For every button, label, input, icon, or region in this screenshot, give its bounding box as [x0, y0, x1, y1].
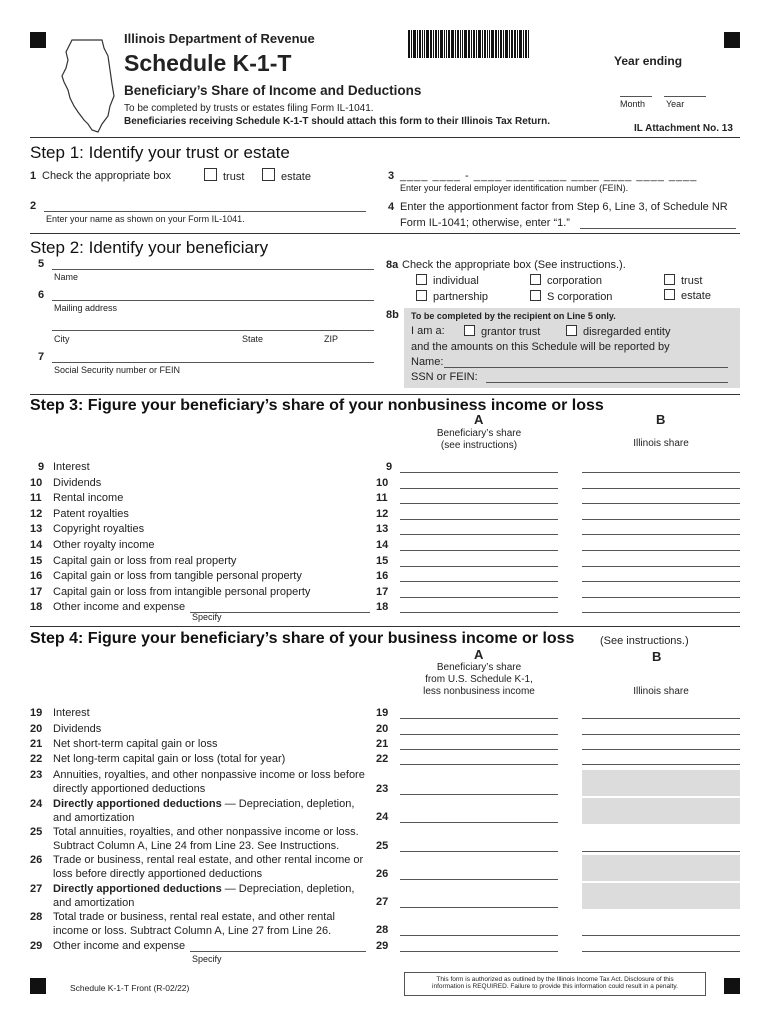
trust-label: trust	[223, 171, 245, 183]
line22-number-right: 22	[376, 753, 389, 765]
line14-number: 14	[30, 539, 43, 551]
line26-number-right: 26	[376, 868, 389, 880]
line26-number: 26	[30, 854, 43, 866]
line14-label: Other royalty income	[53, 539, 155, 551]
line21-number-right: 21	[376, 738, 389, 750]
corporation-label: corporation	[547, 275, 603, 287]
step4-title: Step 4: Figure your beneficiary’s share of your business income or loss	[30, 630, 575, 647]
estate-type-label: estate	[681, 290, 711, 302]
line1-number: 1	[30, 170, 37, 182]
line25-label-b: Subtract Column A, Line 24 from Line 23. See Instructions.	[53, 840, 340, 852]
line24-label-a: Directly apportioned deductions — Depreciation, depletion,	[53, 798, 355, 810]
ssn-caption: Social Security number or FEIN	[54, 365, 181, 375]
step3-title: Step 3: Figure your beneficiary’s share of your nonbusiness income or loss	[30, 397, 604, 414]
notice-line-1: This form is authorized as outlined by the Illinois Income Tax Act. Disclosure of this	[436, 976, 674, 983]
line11-column-a-input[interactable]	[400, 503, 558, 504]
instruction-line-1: To be completed by trusts or estates filing Form IL-1041.	[124, 103, 374, 114]
line14-number-right: 14	[376, 539, 389, 551]
name2-label: Name:	[411, 356, 444, 368]
month-label: Month	[620, 99, 646, 109]
line17-column-b-input[interactable]	[582, 597, 740, 598]
estate-type-checkbox[interactable]	[664, 289, 711, 302]
step4-column-a-desc3: less nonbusiness income	[423, 686, 535, 697]
line10-number: 10	[30, 477, 43, 489]
line12-column-a-input[interactable]	[400, 519, 558, 520]
line9-column-a-input[interactable]	[400, 472, 558, 473]
line18-label: Other income and expense	[53, 601, 186, 613]
individual-label: individual	[433, 275, 479, 287]
line15-number: 15	[30, 555, 43, 567]
line4-text-1: Enter the apportionment factor from Step 6, Line 3, of Schedule NR	[400, 201, 728, 213]
line10-column-b-input[interactable]	[582, 488, 740, 489]
line16-column-a-input[interactable]	[400, 581, 558, 582]
apportionment-factor-input[interactable]	[580, 228, 736, 229]
form-id: Schedule K-1-T Front (R-02/22)	[70, 983, 190, 993]
line8b-title: To be completed by the recipient on Line 5 only.	[411, 311, 616, 321]
step3-column-a: A	[474, 412, 484, 427]
line9-column-b-input[interactable]	[582, 472, 740, 473]
line11-column-b-input[interactable]	[582, 503, 740, 504]
line9-label: Interest	[53, 461, 90, 473]
partnership-label: partnership	[433, 291, 489, 303]
estate-checkbox[interactable]	[262, 168, 311, 183]
line23-column-a-input[interactable]	[400, 794, 558, 795]
line23-number: 23	[30, 769, 43, 781]
line12-column-b-input[interactable]	[582, 519, 740, 520]
line20-column-b-input[interactable]	[582, 734, 740, 735]
grantor-trust-checkbox[interactable]	[464, 325, 540, 338]
line27-column-b-shaded	[582, 883, 740, 909]
line16-column-b-input[interactable]	[582, 581, 740, 582]
line3-caption: Enter your federal employer identification number (FEIN).	[400, 183, 629, 193]
line9-number: 9	[38, 461, 45, 473]
step4-column-a: A	[474, 647, 484, 662]
agency-name: Illinois Department of Revenue	[124, 31, 315, 46]
trust-name-input[interactable]	[44, 211, 366, 212]
year-line	[664, 96, 706, 97]
line25-number: 25	[30, 826, 43, 838]
step3-column-a-desc1: Beneficiary’s share	[436, 428, 522, 439]
s-corporation-checkbox[interactable]	[530, 290, 612, 303]
step4-specify-caption: Specify	[192, 954, 222, 964]
corporation-checkbox[interactable]	[530, 274, 602, 287]
line24-column-b-shaded	[582, 798, 740, 824]
line16-label: Capital gain or loss from tangible personal property	[53, 570, 302, 582]
line20-column-a-input[interactable]	[400, 734, 558, 735]
line9-number-right: 9	[386, 461, 393, 473]
line20-label: Dividends	[53, 723, 102, 735]
line3-number: 3	[388, 170, 395, 182]
name-caption: Name	[54, 272, 79, 282]
iam-label: I am a:	[411, 325, 445, 337]
step4-column-a-desc2: from U.S. Schedule K-1,	[425, 674, 533, 685]
line22-column-a-input[interactable]	[400, 764, 558, 765]
step4-column-a-desc1: Beneficiary’s share	[436, 662, 522, 673]
line12-label: Patent royalties	[53, 508, 129, 520]
line18-number-right: 18	[376, 601, 389, 613]
step3-column-b-desc: Illinois share	[633, 438, 689, 449]
line2-caption: Enter your name as shown on your Form IL-1041.	[46, 214, 245, 224]
line13-column-b-input[interactable]	[582, 534, 740, 535]
line25-column-b-input[interactable]	[582, 851, 740, 852]
line25-column-a-input[interactable]	[400, 851, 558, 852]
line10-column-a-input[interactable]	[400, 488, 558, 489]
notice-line-2: information is REQUIRED. Failure to provide this information could result in a penalty.	[432, 983, 678, 990]
line23-label-a: Annuities, royalties, and other nonpassive income or loss before	[53, 769, 365, 781]
step4-column-b: B	[652, 649, 662, 664]
line26-label-b: loss before directly apportioned deductions	[53, 868, 263, 880]
line18-number: 18	[30, 601, 43, 613]
step4-column-b-desc: Illinois share	[633, 686, 689, 697]
line15-column-a-input[interactable]	[400, 566, 558, 567]
line29-number-right: 29	[376, 940, 389, 952]
line29-number: 29	[30, 940, 43, 952]
trust-type-checkbox[interactable]	[664, 274, 702, 287]
line12-number: 12	[30, 508, 43, 520]
line24-column-a-input[interactable]	[400, 822, 558, 823]
line27-label-b: and amortization	[53, 897, 135, 909]
line4-text-2: Form IL-1041; otherwise, enter “1.”	[400, 217, 570, 229]
line19-number-right: 19	[376, 707, 389, 719]
step2-title: Step 2: Identify your beneficiary	[30, 238, 269, 257]
reported-text: and the amounts on this Schedule will be reported by	[411, 341, 670, 353]
state-caption: State	[242, 334, 264, 344]
city-caption: City	[54, 334, 70, 344]
line2-number: 2	[30, 200, 37, 212]
line8a-text: Check the appropriate box (See instructions.).	[402, 259, 626, 271]
line28-label-a: Total trade or business, rental real estate, and other rental	[53, 911, 335, 923]
line12-number-right: 12	[376, 508, 389, 520]
line17-number: 17	[30, 586, 43, 598]
line18-column-a-input[interactable]	[400, 612, 558, 613]
registration-mark	[724, 978, 740, 994]
beneficiary-name-input[interactable]	[52, 269, 374, 270]
line22-label: Net long-term capital gain or loss (total for year)	[53, 753, 286, 765]
line27-number: 27	[30, 883, 43, 895]
line27-label-a: Directly apportioned deductions — Depreciation, depletion,	[53, 883, 355, 895]
zip-caption: ZIP	[324, 334, 339, 344]
disclosure-notice	[404, 972, 706, 996]
registration-mark	[30, 978, 46, 994]
step1-title: Step 1: Identify your trust or estate	[30, 143, 290, 162]
barcode	[408, 30, 576, 58]
line28-column-a-input[interactable]	[400, 935, 558, 936]
estate-label: estate	[281, 171, 311, 183]
line28-label-b: income or loss. Subtract Column A, Line 27 from Line 26.	[53, 925, 332, 937]
form-subtitle: Beneficiary’s Share of Income and Deductions	[124, 83, 422, 98]
line28-number-right: 28	[376, 924, 389, 936]
line29-specify-input[interactable]	[190, 951, 366, 952]
registration-mark	[30, 32, 46, 48]
line27-column-a-input[interactable]	[400, 907, 558, 908]
s-corporation-label: S corporation	[547, 291, 613, 303]
line8b-number: 8b	[386, 309, 399, 321]
line15-number-right: 15	[376, 555, 389, 567]
line11-number: 11	[30, 492, 42, 504]
form-title: Schedule K-1-T	[124, 50, 292, 76]
line10-label: Dividends	[53, 477, 102, 489]
line29-label: Other income and expense	[53, 940, 186, 952]
line18-column-b-input[interactable]	[582, 612, 740, 613]
line28-number: 28	[30, 911, 43, 923]
line13-number-right: 13	[376, 523, 389, 535]
line24-number-right: 24	[376, 811, 389, 823]
step-divider	[30, 137, 740, 138]
line21-number: 21	[30, 738, 43, 750]
registration-mark	[724, 32, 740, 48]
line26-column-a-input[interactable]	[400, 879, 558, 880]
instruction-line-2: Beneficiaries receiving Schedule K-1-T should attach this form to their Illinois Tax Return.	[124, 116, 551, 127]
step-divider	[30, 233, 740, 234]
year-ending-label: Year ending	[614, 54, 683, 68]
grantor-trust-label: grantor trust	[481, 326, 541, 338]
city-state-zip-input[interactable]	[52, 330, 374, 331]
step3-column-b: B	[656, 412, 666, 427]
partnership-checkbox[interactable]	[416, 290, 488, 303]
line20-number: 20	[30, 723, 43, 735]
line25-number-right: 25	[376, 840, 389, 852]
line29-column-a-input[interactable]	[400, 951, 558, 952]
line26-column-b-shaded	[582, 855, 740, 881]
step-divider	[30, 626, 740, 627]
line10-number-right: 10	[376, 477, 389, 489]
ssnfein-label: SSN or FEIN:	[411, 371, 478, 383]
line13-number: 13	[30, 523, 43, 535]
month-line	[620, 96, 652, 97]
illinois-map-icon	[58, 36, 120, 136]
individual-checkbox[interactable]	[416, 274, 479, 287]
line26-label-a: Trade or business, rental real estate, and other rental income or	[53, 854, 364, 866]
line29-column-b-input[interactable]	[582, 951, 740, 952]
line19-number: 19	[30, 707, 43, 719]
line11-number-right: 11	[376, 492, 388, 504]
trust-type-label: trust	[681, 275, 703, 287]
line4-number: 4	[388, 201, 395, 213]
line5-number: 5	[38, 258, 45, 270]
attachment-number: IL Attachment No. 13	[634, 123, 733, 134]
line19-label: Interest	[53, 707, 90, 719]
disregarded-entity-checkbox[interactable]	[566, 325, 670, 338]
line16-number: 16	[30, 570, 43, 582]
mailing-address-input[interactable]	[52, 300, 374, 301]
line6-number: 6	[38, 289, 45, 301]
line15-column-b-input[interactable]	[582, 566, 740, 567]
mailing-caption: Mailing address	[54, 303, 118, 313]
line22-column-b-input[interactable]	[582, 764, 740, 765]
line19-column-b-input[interactable]	[582, 718, 740, 719]
line22-number: 22	[30, 753, 43, 765]
step3-specify-caption: Specify	[192, 612, 222, 622]
line16-number-right: 16	[376, 570, 389, 582]
line13-label: Copyright royalties	[53, 523, 145, 535]
line7-number: 7	[38, 351, 45, 363]
line13-column-a-input[interactable]	[400, 534, 558, 535]
line11-label: Rental income	[53, 492, 124, 504]
line19-column-a-input[interactable]	[400, 718, 558, 719]
line23-number-right: 23	[376, 783, 389, 795]
beneficiary-ssn-input[interactable]	[52, 362, 374, 363]
line27-number-right: 27	[376, 896, 389, 908]
line1-label: Check the appropriate box	[42, 170, 172, 182]
step3-column-a-desc2: (see instructions)	[440, 440, 518, 451]
step4-see-instructions: (See instructions.)	[600, 635, 689, 647]
fein-input[interactable]: ____ ____ - ____ ____ ____ ____ ____ ____ ____	[400, 170, 698, 182]
line28-column-b-input[interactable]	[582, 935, 740, 936]
line21-label: Net short-term capital gain or loss	[53, 738, 218, 750]
year-label: Year	[666, 99, 685, 109]
line15-label: Capital gain or loss from real property	[53, 555, 237, 567]
line20-number-right: 20	[376, 723, 389, 735]
step-divider	[30, 394, 740, 395]
reporter-name-input[interactable]	[444, 367, 728, 368]
trust-checkbox[interactable]	[204, 168, 244, 183]
line24-number: 24	[30, 798, 43, 810]
reporter-ssn-input[interactable]	[486, 382, 728, 383]
line17-column-a-input[interactable]	[400, 597, 558, 598]
line21-column-a-input[interactable]	[400, 749, 558, 750]
line24-label-b: and amortization	[53, 812, 135, 824]
line23-column-b-shaded	[582, 770, 740, 796]
line21-column-b-input[interactable]	[582, 749, 740, 750]
disregarded-entity-label: disregarded entity	[583, 326, 671, 338]
line14-column-a-input[interactable]	[400, 550, 558, 551]
line14-column-b-input[interactable]	[582, 550, 740, 551]
line17-label: Capital gain or loss from intangible personal property	[53, 586, 311, 598]
line8a-number: 8a	[386, 259, 399, 271]
line17-number-right: 17	[376, 586, 389, 598]
line23-label-b: directly apportioned deductions	[53, 783, 206, 795]
line25-label-a: Total annuities, royalties, and other nonpassive income or loss.	[53, 826, 359, 838]
